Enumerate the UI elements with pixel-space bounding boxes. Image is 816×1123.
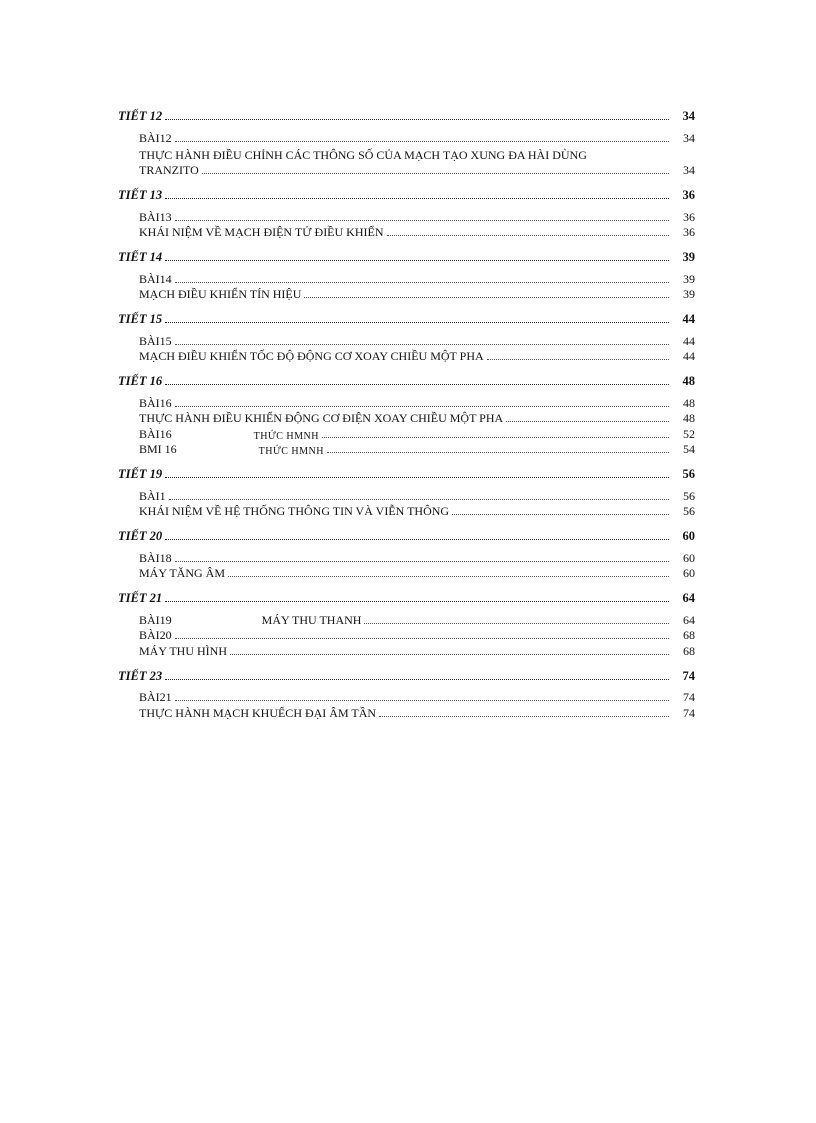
toc-section-heading[interactable] bbox=[118, 183, 695, 203]
section-title: TIẾT 12 bbox=[118, 109, 163, 123]
toc-section-heading[interactable] bbox=[118, 245, 695, 265]
section-page-number: 44 bbox=[682, 312, 695, 326]
dot-leader bbox=[304, 297, 669, 298]
toc-entry[interactable] bbox=[118, 705, 695, 721]
entry-page-number: 44 bbox=[683, 349, 695, 363]
section-page-number: 64 bbox=[682, 591, 695, 605]
section-page-number: 74 bbox=[682, 668, 695, 683]
entry-title: BÀI18 bbox=[139, 550, 172, 565]
toc-entry[interactable] bbox=[118, 349, 695, 365]
entry-page-number: 64 bbox=[683, 612, 695, 627]
toc-entry[interactable] bbox=[118, 504, 695, 520]
toc-entry[interactable] bbox=[118, 643, 695, 659]
dot-leader bbox=[165, 384, 669, 385]
dot-leader bbox=[202, 173, 669, 174]
entry-page-number: 48 bbox=[683, 411, 695, 425]
entry-title: BÀI20 bbox=[139, 628, 172, 642]
toc-entry[interactable] bbox=[118, 209, 695, 225]
entry-page-number: 54 bbox=[683, 442, 695, 456]
dot-leader bbox=[165, 601, 669, 602]
entry-title: BÀI14 bbox=[139, 271, 172, 286]
dot-leader bbox=[379, 716, 669, 717]
entry-page-number: 36 bbox=[683, 209, 695, 224]
dot-leader bbox=[364, 623, 669, 624]
entry-page-number: 39 bbox=[683, 287, 695, 301]
entry-title: THỰC HÀNH ĐIỀU KHIỂN ĐỘNG CƠ ĐIỆN XOAY CHIỀU MỘT PHA bbox=[139, 411, 504, 425]
entry-title-line: THỰC HÀNH ĐIỀU CHỈNH CÁC THÔNG SỐ CỦA MẠCH TẠO XUNG ĐA HÀI DÙNG bbox=[139, 147, 587, 162]
dot-leader bbox=[165, 198, 669, 199]
entry-page-number: 56 bbox=[683, 488, 695, 503]
entry-page-number: 48 bbox=[683, 395, 695, 410]
dot-leader bbox=[169, 499, 669, 500]
section-title: TIẾT 13 bbox=[118, 188, 163, 202]
entry-title: TRANZITO bbox=[139, 163, 199, 177]
dot-leader bbox=[165, 119, 669, 120]
entry-page-number: 60 bbox=[683, 550, 695, 565]
toc-entry[interactable] bbox=[118, 395, 695, 411]
section-page-number: 39 bbox=[682, 250, 695, 264]
entry-title: KHÁI NIỆM VỀ MẠCH ĐIỆN TỬ ĐIỀU KHIỂN bbox=[139, 225, 384, 239]
dot-leader bbox=[228, 576, 669, 577]
toc-section-heading[interactable] bbox=[118, 524, 695, 544]
dot-leader bbox=[175, 220, 669, 221]
entry-page-number: 68 bbox=[683, 628, 695, 642]
toc-entry-line[interactable] bbox=[118, 146, 695, 163]
entry-page-number: 39 bbox=[683, 271, 695, 286]
entry-title: MÁY THU HÌNH bbox=[139, 643, 227, 658]
entry-title: BÀI19 bbox=[139, 612, 172, 627]
dot-leader bbox=[175, 141, 669, 142]
entry-title: BÀI15 bbox=[139, 333, 172, 348]
dot-leader bbox=[452, 514, 669, 515]
entry-title: BÀI16 bbox=[139, 395, 172, 410]
toc-section-heading[interactable] bbox=[118, 307, 695, 327]
dot-leader bbox=[165, 679, 669, 680]
section-page-number: 36 bbox=[682, 188, 695, 202]
dot-leader bbox=[165, 477, 669, 478]
toc-entry[interactable] bbox=[118, 130, 695, 146]
toc-section-heading[interactable] bbox=[118, 586, 695, 606]
entry-title: THỰC HÀNH MẠCH KHUẾCH ĐẠI ÂM TẦN bbox=[139, 705, 377, 720]
dot-leader bbox=[230, 654, 669, 655]
toc-entry[interactable] bbox=[118, 411, 695, 427]
entry-title: BMI 16 bbox=[139, 442, 177, 456]
toc-section-heading[interactable] bbox=[118, 369, 695, 389]
dot-leader bbox=[487, 359, 669, 360]
entry-title: BÀI13 bbox=[139, 209, 172, 224]
section-title: TIẾT 14 bbox=[118, 250, 163, 264]
entry-subtitle: THỨC HMNH bbox=[258, 446, 324, 457]
dot-leader bbox=[506, 421, 669, 422]
entry-page-number: 44 bbox=[683, 333, 695, 348]
table-of-contents bbox=[118, 102, 695, 724]
entry-subtitle: THỨC HMNH bbox=[253, 430, 319, 442]
section-title: TIẾT 15 bbox=[118, 312, 163, 326]
dot-leader bbox=[387, 235, 669, 236]
entry-title: BÀI21 bbox=[139, 690, 172, 704]
entry-page-number: 56 bbox=[683, 504, 695, 518]
toc-entry[interactable] bbox=[118, 690, 695, 706]
entry-page-number: 74 bbox=[683, 690, 695, 704]
entry-title: MẠCH ĐIỀU KHIỂN TÍN HIỆU bbox=[139, 287, 302, 301]
entry-page-number: 74 bbox=[683, 705, 695, 720]
section-page-number: 48 bbox=[682, 374, 695, 388]
section-page-number: 60 bbox=[682, 529, 695, 543]
entry-title: BÀI1 bbox=[139, 488, 166, 503]
dot-leader bbox=[165, 322, 669, 323]
toc-entry[interactable] bbox=[118, 287, 695, 303]
entry-page-number: 68 bbox=[683, 643, 695, 658]
toc-entry[interactable] bbox=[118, 225, 695, 241]
toc-entry[interactable] bbox=[118, 163, 695, 179]
toc-entry[interactable] bbox=[118, 550, 695, 566]
section-title: TIẾT 16 bbox=[118, 374, 163, 388]
section-title: TIẾT 20 bbox=[118, 529, 163, 543]
toc-entry[interactable] bbox=[118, 442, 695, 458]
toc-entry[interactable] bbox=[118, 271, 695, 287]
entry-title: BÀI12 bbox=[139, 130, 172, 145]
toc-section-heading[interactable] bbox=[118, 104, 695, 124]
toc-section-heading[interactable] bbox=[118, 462, 695, 482]
section-title: TIẾT 21 bbox=[118, 591, 163, 605]
entry-title: MÁY TĂNG ÂM bbox=[139, 566, 226, 580]
dot-leader bbox=[165, 539, 669, 540]
dot-leader bbox=[175, 700, 669, 701]
section-title: TIẾT 19 bbox=[118, 467, 163, 481]
entry-page-number: 60 bbox=[683, 566, 695, 580]
section-title: TIẾT 23 bbox=[118, 668, 163, 683]
dot-leader bbox=[322, 437, 669, 438]
dot-leader bbox=[175, 406, 669, 407]
dot-leader bbox=[175, 282, 669, 283]
entry-page-number: 34 bbox=[683, 130, 695, 145]
toc-section-heading[interactable] bbox=[118, 664, 695, 684]
toc-entry[interactable] bbox=[118, 488, 695, 504]
toc-entry[interactable] bbox=[118, 426, 695, 442]
dot-leader bbox=[175, 561, 669, 562]
dot-leader bbox=[165, 260, 669, 261]
entry-page-number: 36 bbox=[683, 225, 695, 239]
dot-leader bbox=[327, 452, 669, 453]
section-page-number: 56 bbox=[682, 467, 695, 481]
toc-entry[interactable] bbox=[118, 333, 695, 349]
entry-title: BÀI16 bbox=[139, 426, 172, 441]
dot-leader bbox=[175, 638, 669, 639]
section-page-number: 34 bbox=[682, 109, 695, 123]
entry-page-number: 34 bbox=[683, 163, 695, 177]
dot-leader bbox=[175, 344, 669, 345]
entry-title: KHÁI NIỆM VỀ HỆ THỐNG THÔNG TIN VÀ VIỄN THÔNG bbox=[139, 504, 450, 518]
entry-page-number: 52 bbox=[683, 426, 695, 441]
entry-subtitle: MÁY THU THANH bbox=[261, 612, 362, 627]
toc-entry[interactable] bbox=[118, 566, 695, 582]
entry-title: MẠCH ĐIỀU KHIỂN TỐC ĐỘ ĐỘNG CƠ XOAY CHIỀU MỘT PHA bbox=[139, 349, 484, 363]
toc-entry[interactable] bbox=[118, 612, 695, 628]
toc-entry[interactable] bbox=[118, 628, 695, 644]
